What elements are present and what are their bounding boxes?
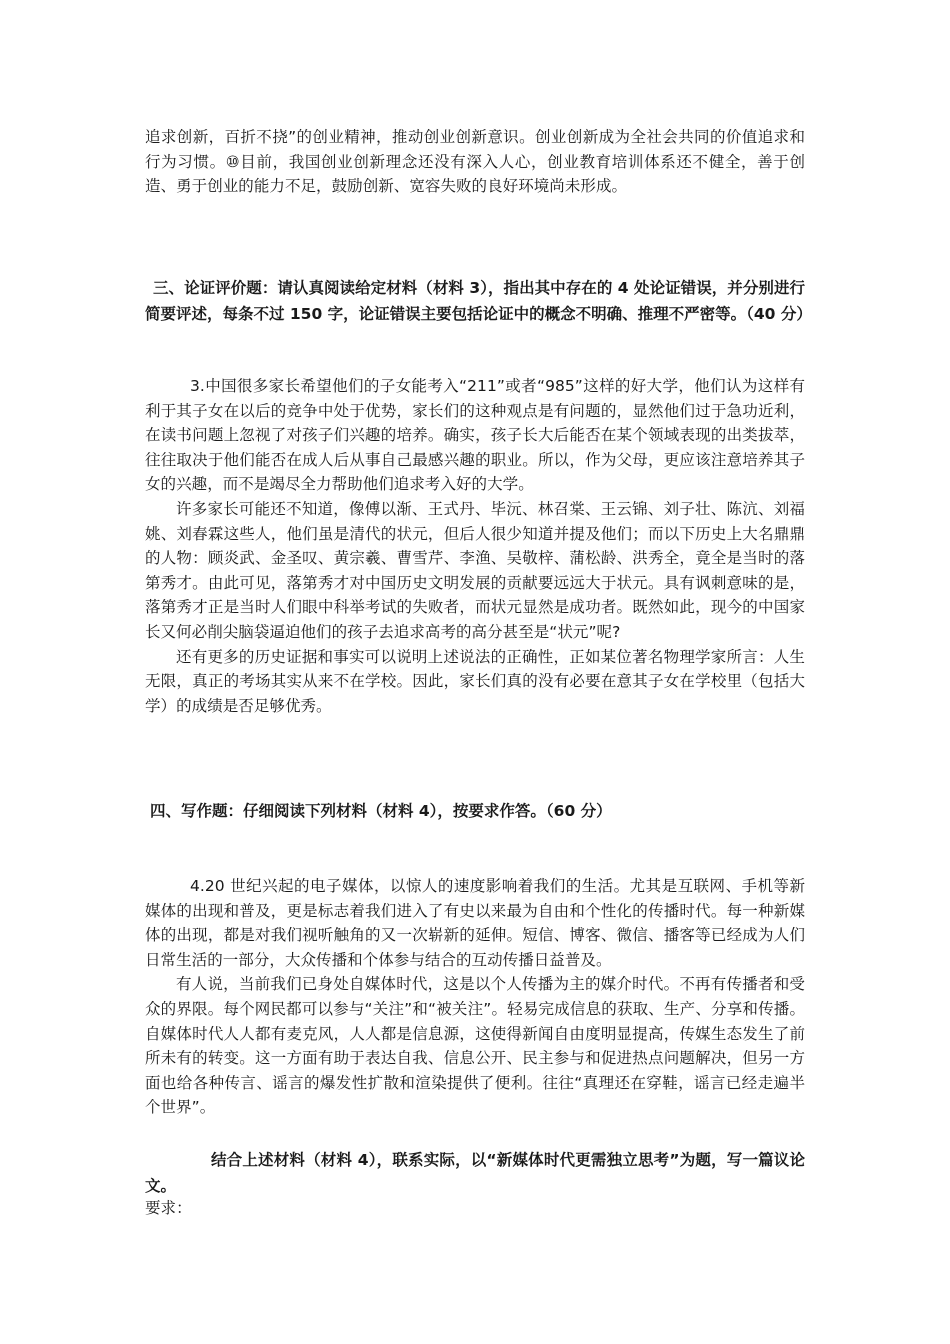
section-4-paragraph-2: 有人说，当前我们已身处自媒体时代，这是以个人传播为主的媒介时代。不再有传播者和受众的界限。每个网民都可以参与“关注”和“被关注”。轻易完成信息的获取、生产、分享和传播。自媒体时代人人都有麦克风，人人都是信息源，这使得新闻自由度明显提高，传媒生态发生了前所未有的转变。这一方面有助于表达自我、信息公开、民主参与和促进热点问题解决，但另一方面也给各种传言、谣言的爆发性扩散和渲染提供了便利。往往“真理还在穿鞋，谣言已经走遍半个世界”。 <box>145 975 805 1117</box>
section-3-title: 三、论证评价题：请认真阅读给定材料（材料 3），指出其中存在的 4 处论证错误，并分别进行简要评述，每条不过 150 字，论证错误主要包括论证中的概念不明确、推理不严密等。（40 分） <box>145 279 812 323</box>
section-3-material <box>145 374 805 718</box>
section-4-material <box>145 874 805 1120</box>
section-4-paragraph-1: 4.20 世纪兴起的电子媒体，以惊人的速度影响着我们的生活。尤其是互联网、手机等新媒体的出现和普及，更是标志着我们进入了有史以来最为自由和个性化的传播时代。每一种新媒体的出现，都是对我们视听触角的又一次崭新的延伸。短信、博客、微信、播客等已经成为人们日常生活的一部分，大众传播和个体参与结合的互动传播日益普及。 <box>145 877 805 969</box>
section-4-task: 结合上述材料（材料 4），联系实际，以“新媒体时代更需独立思考”为题，写一篇议论文。 <box>145 1151 805 1195</box>
section-3-paragraph-2: 许多家长可能还不知道，像傅以渐、王式丹、毕沅、林召棠、王云锦、刘子壮、陈沆、刘福姚、刘春霖这些人，他们虽是清代的状元，但后人很少知道并提及他们；而以下历史上大名鼎鼎的人物：顾炎武、金圣叹、黄宗羲、曹雪芹、李渔、吴敬梓、蒲松龄、洪秀全，竟全是当时的落第秀才。由此可见，落第秀才对中国历史文明发展的贡献要远远大于状元。具有讽刺意味的是，落第秀才正是当时人们眼中科举考试的失败者，而状元显然是成功者。既然如此，现今的中国家长又何必削尖脑袋逼迫他们的孩子去追求高考的高分甚至是“状元”呢? <box>145 499 805 641</box>
continuation-paragraph: 追求创新，百折不挠”的创业精神，推动创业创新意识。创业创新成为全社会共同的价值追求和行为习惯。⑩目前，我国创业创新理念还没有深入人心，创业教育培训体系还不健全，善于创造、勇于创业的能力不足，鼓励创新、宽容失败的良好环境尚未形成。 <box>145 128 805 196</box>
section-3-paragraph-3: 还有更多的历史证据和事实可以说明上述说法的正确性，正如某位著名物理学家所言：人生无限，真正的考场其实从来不在学校。因此，家长们真的没有必要在意其子女在学校里（包括大学）的成绩是否足够优秀。 <box>145 647 805 715</box>
section-4-title: 四、写作题：仔细阅读下列材料（材料 4），按要求作答。（60 分） <box>150 802 612 820</box>
requirements-label: 要求： <box>145 1199 192 1217</box>
section-3-paragraph-1: 3.中国很多家长希望他们的子女能考入“211”或者“985”这样的好大学，他们认为这样有利于其子女在以后的竞争中处于优势，家长们的这种观点是有问题的，显然他们过于急功近利，在读书问题上忽视了对孩子们兴趣的培养。确实，孩子长大后能否在某个领域表现的出类拔萃，往往取决于他们能否在成人后从事自己最感兴趣的职业。所以，作为父母，更应该注意培养其子女的兴趣，而不是竭尽全力帮助他们追求考入好的大学。 <box>145 377 805 494</box>
